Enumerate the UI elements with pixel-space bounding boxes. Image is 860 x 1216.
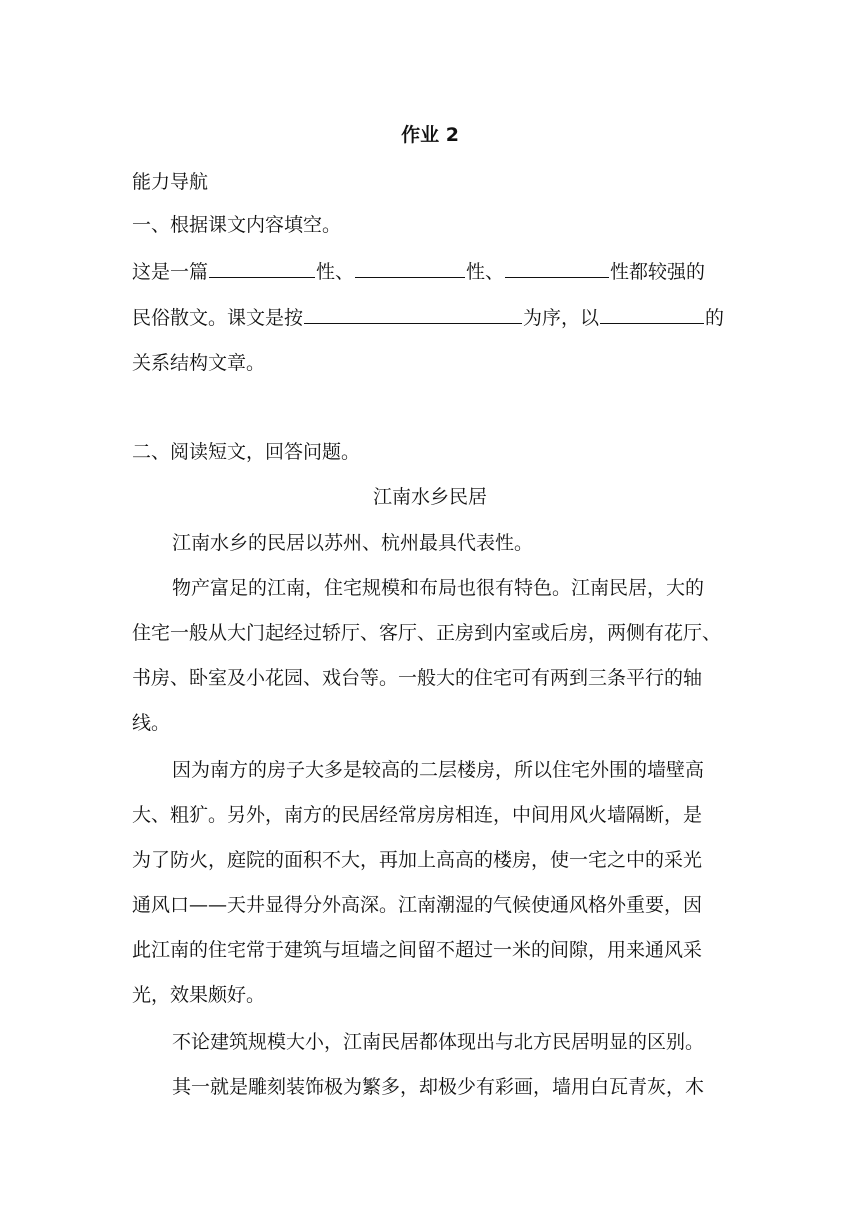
- article-line: 因为南方的房子大多是较高的二层楼房，所以住宅外围的墙壁高: [172, 759, 705, 781]
- question-1-line-2: [132, 305, 724, 330]
- question-1-line-1: [132, 259, 705, 284]
- text-segment: 性都较强的: [610, 261, 706, 283]
- fill-blank-2[interactable]: [355, 259, 465, 278]
- fill-blank-3[interactable]: [505, 259, 609, 278]
- text-segment: 这是一篇: [132, 261, 209, 283]
- article-line: 线。: [132, 712, 171, 734]
- article-line: 书房、卧室及小花园、戏台等。一般大的住宅可有两到三条平行的轴: [132, 667, 703, 689]
- question-1-line-3: 关系结构文章。: [132, 352, 266, 374]
- article-line: 物产富足的江南，住宅规模和布局也很有特色。江南民居，大的: [172, 577, 705, 599]
- article-line: 为了防火，庭院的面积不大，再加上高高的楼房，使一宅之中的采光: [132, 849, 703, 871]
- article-line: 不论建筑规模大小，江南民居都体现出与北方民居明显的区别。: [172, 1031, 705, 1053]
- fill-blank-5[interactable]: [600, 305, 704, 324]
- article-line: 其一就是雕刻装饰极为繁多，却极少有彩画，墙用白瓦青灰，木: [172, 1076, 705, 1098]
- article-line: 江南水乡的民居以苏州、杭州最具代表性。: [172, 532, 534, 554]
- text-segment: 民俗散文。课文是按: [132, 307, 304, 329]
- article-line: 光，效果颇好。: [132, 984, 266, 1006]
- question-2-heading: 二、阅读短文，回答问题。: [132, 441, 361, 463]
- page-title: 作业 2: [401, 124, 459, 146]
- article-line: 住宅一般从大门起经过轿厅、客厅、正房到内室或后房，两侧有花厅、: [132, 622, 722, 644]
- text-segment: 性、: [316, 261, 355, 283]
- article-title: 江南水乡民居: [372, 486, 487, 508]
- text-segment: 性、: [466, 261, 505, 283]
- text-segment: 为序，以: [523, 307, 600, 329]
- article-line: 此江南的住宅常于建筑与垣墙之间留不超过一米的间隙，用来通风采: [132, 939, 703, 961]
- question-1-heading: 一、根据课文内容填空。: [132, 214, 342, 236]
- section-header: 能力导航: [132, 171, 209, 193]
- text-segment: 的: [705, 307, 725, 329]
- article-line: 通风口——天井显得分外高深。江南潮湿的气候使通风格外重要，因: [132, 894, 703, 916]
- fill-blank-4[interactable]: [304, 305, 522, 324]
- fill-blank-1[interactable]: [209, 259, 315, 278]
- article-line: 大、粗犷。另外，南方的民居经常房房相连，中间用风火墙隔断，是: [132, 804, 703, 826]
